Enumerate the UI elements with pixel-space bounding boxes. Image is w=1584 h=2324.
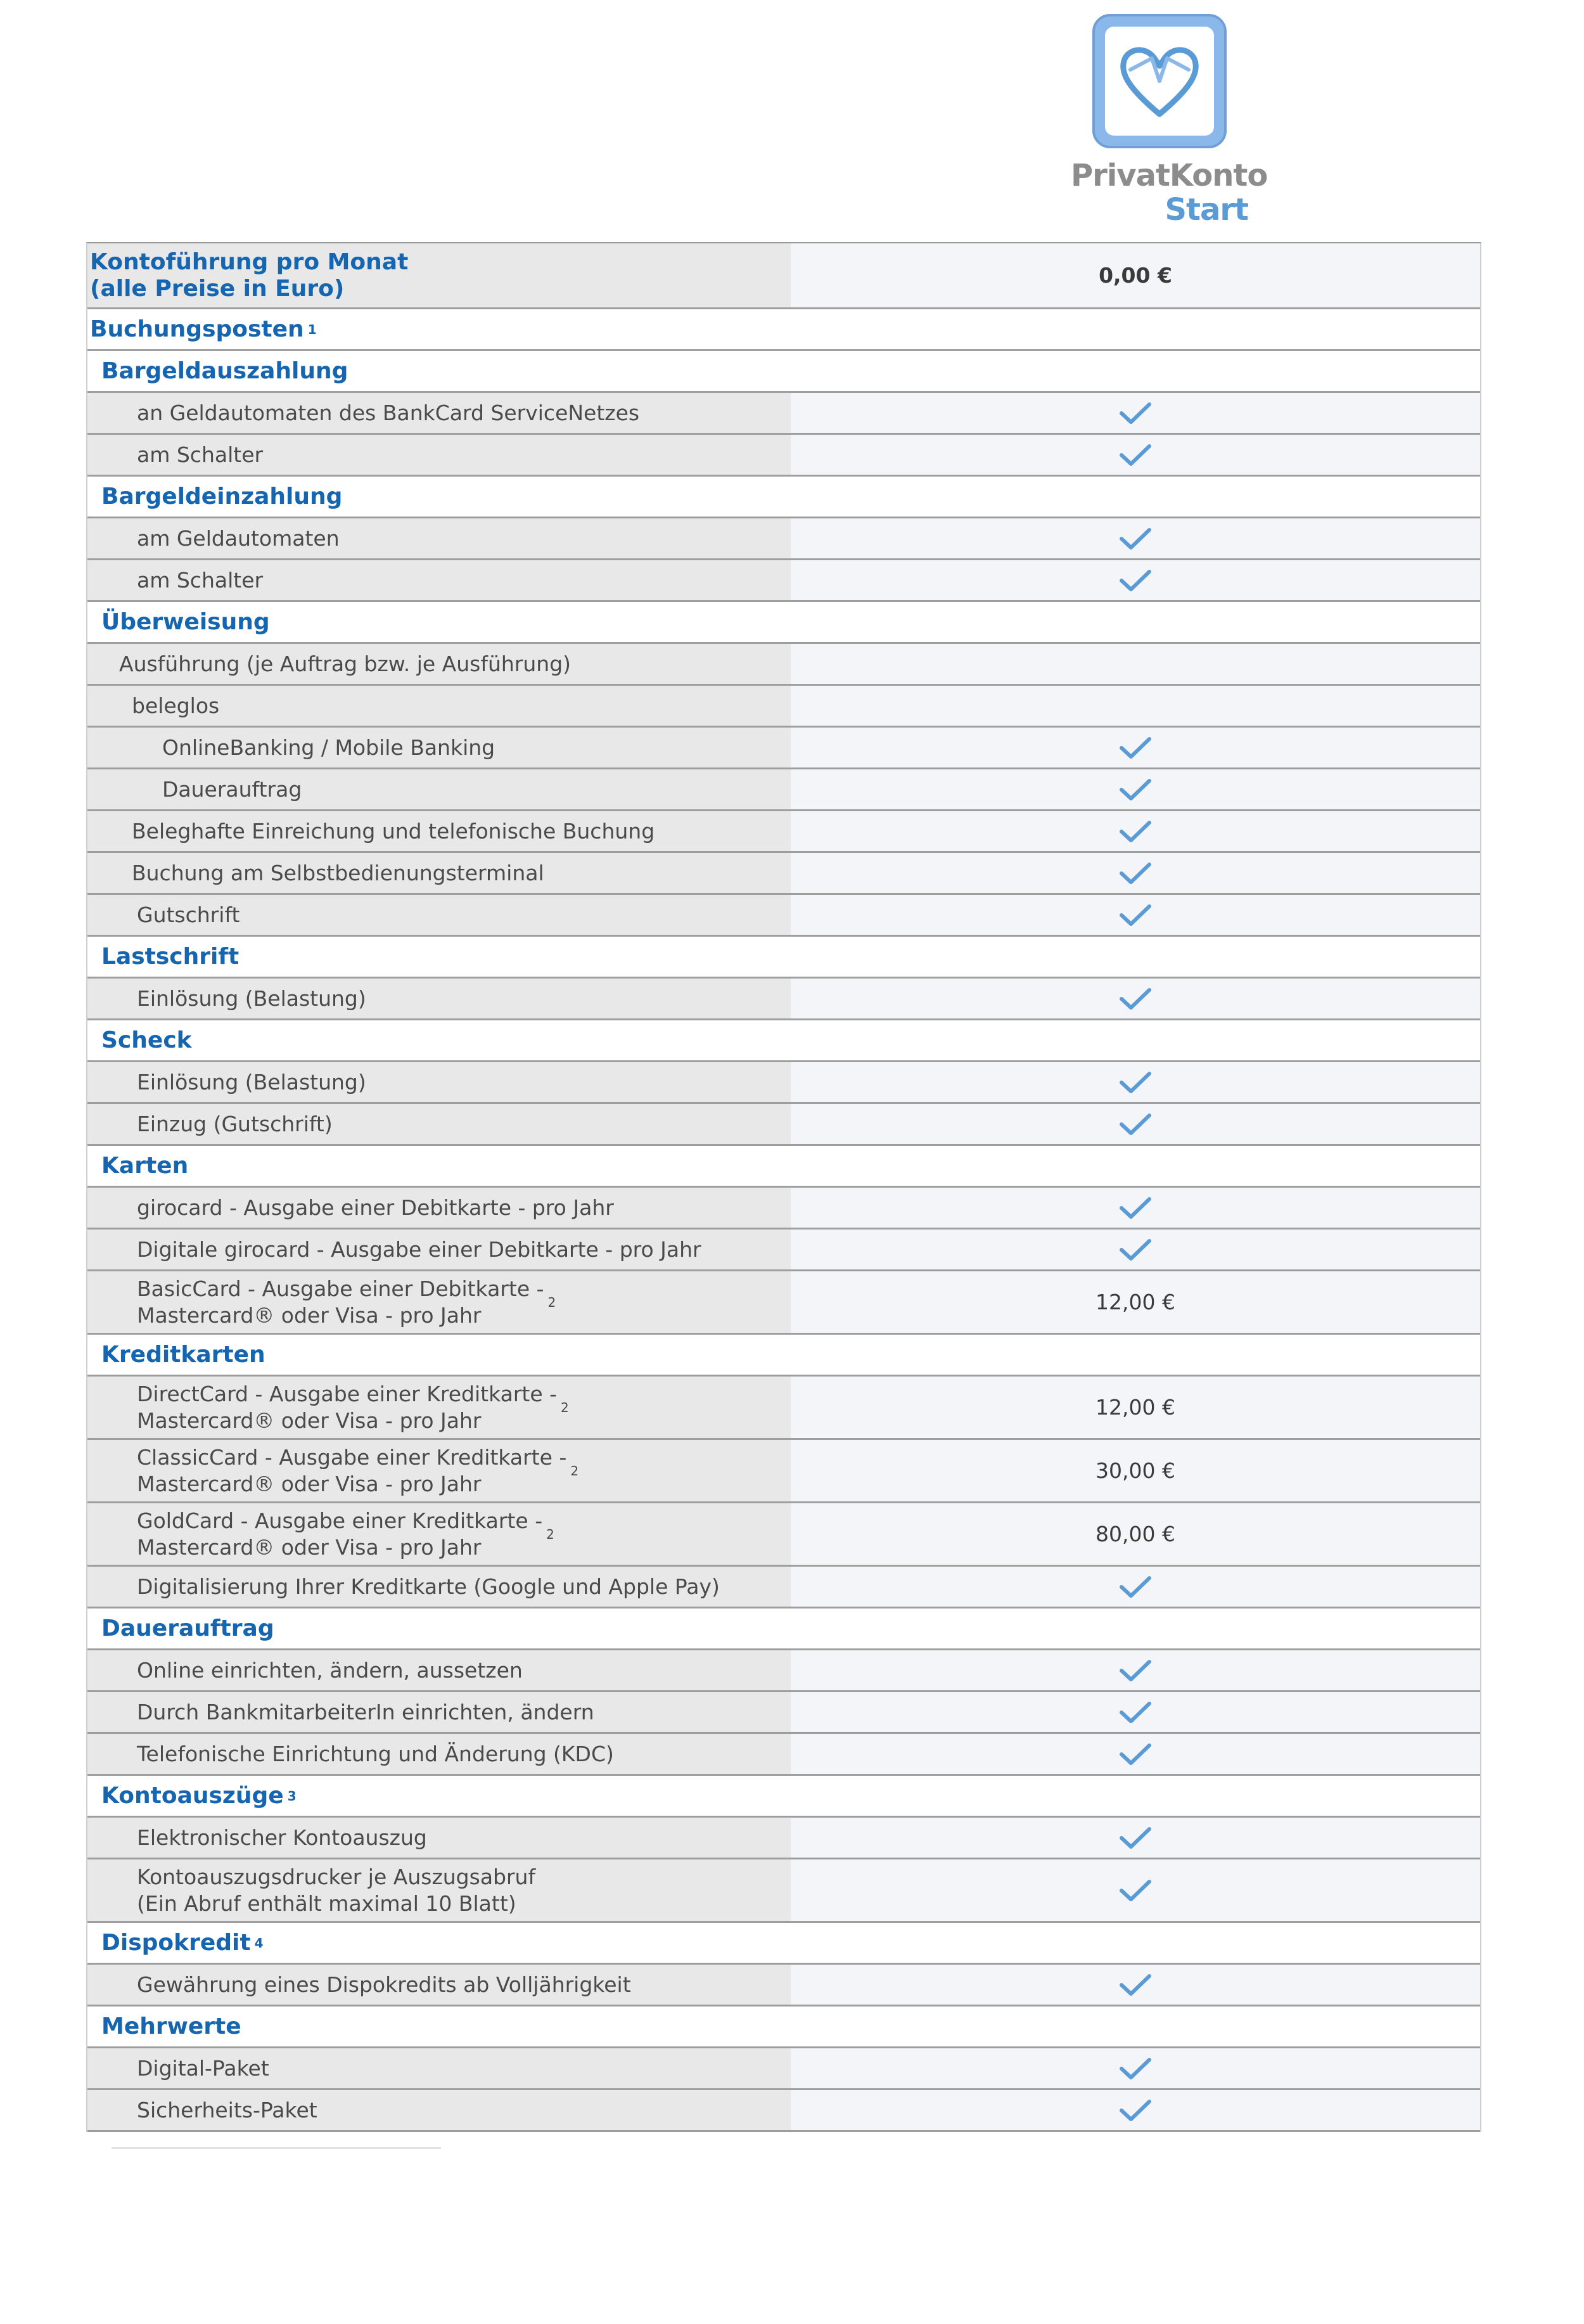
row-label	[87, 243, 791, 307]
row-value	[791, 2048, 1480, 2088]
section-heading	[87, 1146, 791, 1186]
logo-name: PrivatKonto	[1071, 158, 1268, 193]
price-table	[86, 242, 1481, 2132]
row-label	[87, 1104, 791, 1144]
check-icon	[1119, 1825, 1152, 1851]
row-value	[791, 1965, 1480, 2005]
check-icon	[1119, 1700, 1152, 1725]
row-label-text: Scheck	[101, 1027, 192, 1053]
row-value	[791, 2090, 1480, 2130]
row-value	[791, 1146, 1480, 1186]
table-row	[87, 1692, 1480, 1734]
row-value	[791, 1859, 1480, 1921]
table-row	[87, 1734, 1480, 1776]
row-value	[791, 393, 1480, 433]
table-row	[87, 1818, 1480, 1859]
check-icon	[1119, 1112, 1152, 1137]
row-value	[791, 1188, 1480, 1228]
table-row	[87, 1229, 1480, 1271]
check-icon	[1119, 902, 1152, 928]
section-heading-row	[87, 1020, 1480, 1062]
row-value	[791, 937, 1480, 977]
row-label	[87, 435, 791, 475]
row-value	[791, 1440, 1480, 1501]
check-icon	[1119, 1237, 1152, 1262]
row-label-text: Mehrwerte	[101, 2013, 241, 2039]
footer-divider	[112, 2147, 441, 2149]
section-heading	[87, 2006, 791, 2046]
check-icon	[1119, 1658, 1152, 1683]
row-label	[87, 1229, 791, 1269]
row-label	[87, 1188, 791, 1228]
row-label	[87, 1567, 791, 1607]
table-row	[87, 769, 1480, 811]
row-label	[87, 1062, 791, 1102]
row-label-text: Buchungsposten	[90, 316, 304, 342]
row-value	[791, 477, 1480, 517]
section-heading-row	[87, 1776, 1480, 1818]
row-value	[791, 351, 1480, 391]
section-heading: Kontoauszüge 3	[87, 1776, 791, 1816]
section-heading-row	[87, 1335, 1480, 1377]
check-icon	[1119, 2098, 1152, 2123]
row-value	[791, 243, 1480, 307]
row-label	[87, 769, 791, 809]
row-value	[791, 1650, 1480, 1690]
row-label	[87, 644, 791, 684]
price-value: 0,00 €	[1099, 263, 1172, 288]
row-label-text: Dauerauftrag	[101, 1615, 274, 1641]
row-label-text: Lastschrift	[101, 944, 240, 970]
table-row	[87, 686, 1480, 728]
section-heading-row	[87, 351, 1480, 393]
price-value: 12,00 €	[1095, 1290, 1175, 1314]
price-value: 30,00 €	[1095, 1458, 1175, 1483]
row-label-text: BasicCard - Ausgabe einer Debitkarte - Mastercard® oder Visa - pro Jahr	[137, 1276, 544, 1328]
check-icon	[1119, 442, 1152, 468]
table-row	[87, 1271, 1480, 1335]
section-heading	[87, 477, 791, 517]
row-label	[87, 518, 791, 558]
check-icon	[1119, 401, 1152, 426]
row-value	[791, 1062, 1480, 1102]
section-heading-row	[87, 602, 1480, 644]
check-icon	[1119, 1878, 1152, 1903]
row-value	[791, 309, 1480, 349]
row-label-text: Karten	[101, 1153, 189, 1179]
check-icon	[1119, 735, 1152, 761]
table-row	[87, 2048, 1480, 2090]
logo-sub: Start	[1165, 192, 1248, 228]
section-heading	[87, 602, 791, 642]
row-label-text: Kreditkarten	[101, 1342, 265, 1368]
row-label-text: Ausführung (je Auftrag bzw. je Ausführung)	[119, 651, 572, 676]
table-row	[87, 728, 1480, 769]
check-icon	[1119, 986, 1152, 1011]
row-label-text: beleglos	[132, 693, 220, 718]
row-value	[791, 1104, 1480, 1144]
row-label	[87, 686, 791, 726]
row-label	[87, 1965, 791, 2005]
section-heading	[87, 937, 791, 977]
row-label-text: Kontoauszugsdrucker je Auszugsabruf (Ein Abruf enthält maximal 10 Blatt)	[137, 1864, 536, 1916]
row-value	[791, 811, 1480, 851]
row-label	[87, 1859, 791, 1921]
row-label	[87, 728, 791, 767]
table-row	[87, 1377, 1480, 1440]
section-heading-row	[87, 2006, 1480, 2048]
row-label-text: Dispokredit	[101, 1930, 251, 1956]
row-label-text: girocard - Ausgabe einer Debitkarte - pro Jahr	[137, 1195, 614, 1220]
table-row	[87, 2090, 1480, 2132]
table-row	[87, 1650, 1480, 1692]
row-value	[791, 686, 1480, 726]
check-icon	[1119, 1972, 1152, 1998]
row-label-text: GoldCard - Ausgabe einer Kreditkarte - Mastercard® oder Visa - pro Jahr	[137, 1508, 543, 1560]
row-label-text: Einlösung (Belastung)	[137, 1069, 366, 1095]
row-label-text: DirectCard - Ausgabe einer Kreditkarte - Mastercard® oder Visa - pro Jahr	[137, 1381, 558, 1433]
row-label	[87, 895, 791, 935]
row-value	[791, 1020, 1480, 1060]
row-label-text: Elektronischer Kontoauszug	[137, 1825, 427, 1850]
row-value	[791, 1377, 1480, 1438]
row-value	[791, 1229, 1480, 1269]
row-label-text: ClassicCard - Ausgabe einer Kreditkarte - Mastercard® oder Visa - pro Jahr	[137, 1444, 567, 1496]
price-value: 12,00 €	[1095, 1395, 1175, 1420]
row-value	[791, 769, 1480, 809]
row-label	[87, 2090, 791, 2130]
row-label	[87, 2048, 791, 2088]
row-label-text: Digital-Paket	[137, 2055, 269, 2081]
row-label	[87, 560, 791, 600]
table-row	[87, 435, 1480, 477]
check-icon	[1119, 819, 1152, 844]
check-icon	[1119, 568, 1152, 593]
section-heading: Buchungsposten 1	[87, 309, 791, 349]
check-icon	[1119, 1070, 1152, 1095]
check-icon	[1119, 2056, 1152, 2081]
check-icon	[1119, 1574, 1152, 1600]
row-value	[791, 1271, 1480, 1333]
row-label	[87, 811, 791, 851]
row-value	[791, 2006, 1480, 2046]
row-label-text: Sicherheits-Paket	[137, 2097, 317, 2122]
section-heading-row	[87, 477, 1480, 518]
row-label-text: Buchung am Selbstbedienungsterminal	[132, 860, 544, 885]
row-label-text: Durch BankmitarbeiterIn einrichten, ändern	[137, 1699, 594, 1724]
row-label	[87, 1692, 791, 1732]
section-heading: Dispokredit 4	[87, 1923, 791, 1963]
table-row	[87, 1104, 1480, 1146]
table-row	[87, 1859, 1480, 1923]
row-label	[87, 1818, 791, 1858]
check-icon	[1119, 777, 1152, 802]
row-label	[87, 1650, 791, 1690]
row-value	[791, 1818, 1480, 1858]
row-label-text: Beleghafte Einreichung und telefonische Buchung	[132, 818, 655, 844]
row-label: GoldCard - Ausgabe einer Kreditkarte - Mastercard® oder Visa - pro Jahr 2	[87, 1503, 791, 1565]
row-label-text: Bargeldeinzahlung	[101, 484, 343, 510]
table-row	[87, 853, 1480, 895]
section-heading	[87, 351, 791, 391]
table-row	[87, 979, 1480, 1020]
table-row	[87, 1188, 1480, 1229]
row-label-text: am Schalter	[137, 567, 264, 593]
check-icon	[1119, 861, 1152, 886]
row-value	[791, 1335, 1480, 1375]
row-label-text: OnlineBanking / Mobile Banking	[162, 735, 495, 760]
row-label: BasicCard - Ausgabe einer Debitkarte - Mastercard® oder Visa - pro Jahr 2	[87, 1271, 791, 1333]
row-label: ClassicCard - Ausgabe einer Kreditkarte - Mastercard® oder Visa - pro Jahr 2	[87, 1440, 791, 1501]
account-fee-row	[87, 243, 1480, 309]
table-row	[87, 895, 1480, 937]
table-row	[87, 644, 1480, 686]
row-value	[791, 728, 1480, 767]
section-heading-row	[87, 309, 1480, 351]
row-label	[87, 853, 791, 893]
section-heading-row	[87, 1146, 1480, 1188]
row-value	[791, 1608, 1480, 1648]
row-value	[791, 602, 1480, 642]
row-label: DirectCard - Ausgabe einer Kreditkarte - Mastercard® oder Visa - pro Jahr 2	[87, 1377, 791, 1438]
row-value	[791, 644, 1480, 684]
table-row	[87, 1965, 1480, 2006]
row-label	[87, 979, 791, 1018]
check-icon	[1119, 1742, 1152, 1767]
heart-logo-icon	[1091, 13, 1228, 150]
table-row	[87, 518, 1480, 560]
row-label-text: Bargeldauszahlung	[101, 358, 348, 384]
row-label-text: Kontoführung pro Monat (alle Preise in Euro)	[90, 248, 409, 302]
row-label-text: Einlösung (Belastung)	[137, 985, 366, 1011]
section-heading	[87, 1020, 791, 1060]
table-row	[87, 1440, 1480, 1503]
section-heading	[87, 1335, 791, 1375]
row-value	[791, 518, 1480, 558]
price-value: 80,00 €	[1095, 1522, 1175, 1546]
row-label-text: Online einrichten, ändern, aussetzen	[137, 1657, 523, 1683]
row-value	[791, 979, 1480, 1018]
row-label	[87, 393, 791, 433]
row-label-text: Gewährung eines Dispokredits ab Volljährigkeit	[137, 1972, 631, 1997]
row-label	[87, 1734, 791, 1774]
table-row	[87, 560, 1480, 602]
row-value	[791, 1776, 1480, 1816]
row-label-text: Digitale girocard - Ausgabe einer Debitkarte - pro Jahr	[137, 1236, 701, 1262]
check-icon	[1119, 1195, 1152, 1221]
table-row	[87, 1503, 1480, 1567]
row-label-text: am Schalter	[137, 442, 264, 467]
row-label-text: Dauerauftrag	[162, 776, 302, 802]
row-label-text: Telefonische Einrichtung und Änderung (KDC)	[137, 1741, 614, 1766]
row-value	[791, 560, 1480, 600]
section-heading-row	[87, 1923, 1480, 1965]
row-value	[791, 1734, 1480, 1774]
table-row	[87, 1567, 1480, 1608]
check-icon	[1119, 526, 1152, 551]
table-row	[87, 1062, 1480, 1104]
row-value	[791, 435, 1480, 475]
section-heading-row	[87, 1608, 1480, 1650]
table-row	[87, 811, 1480, 853]
row-value	[791, 895, 1480, 935]
row-label-text: Überweisung	[101, 609, 270, 635]
row-value	[791, 1692, 1480, 1732]
row-value	[791, 1923, 1480, 1963]
section-heading	[87, 1608, 791, 1648]
row-value	[791, 1567, 1480, 1607]
row-value	[791, 1503, 1480, 1565]
table-row	[87, 393, 1480, 435]
row-label-text: Digitalisierung Ihrer Kreditkarte (Google und Apple Pay)	[137, 1574, 720, 1599]
row-label-text: an Geldautomaten des BankCard ServiceNetzes	[137, 400, 640, 425]
section-heading-row	[87, 937, 1480, 979]
row-label-text: Kontoauszüge	[101, 1783, 284, 1809]
row-label-text: Einzug (Gutschrift)	[137, 1111, 333, 1136]
row-label-text: am Geldautomaten	[137, 525, 340, 551]
row-label-text: Gutschrift	[137, 902, 240, 927]
row-value	[791, 853, 1480, 893]
